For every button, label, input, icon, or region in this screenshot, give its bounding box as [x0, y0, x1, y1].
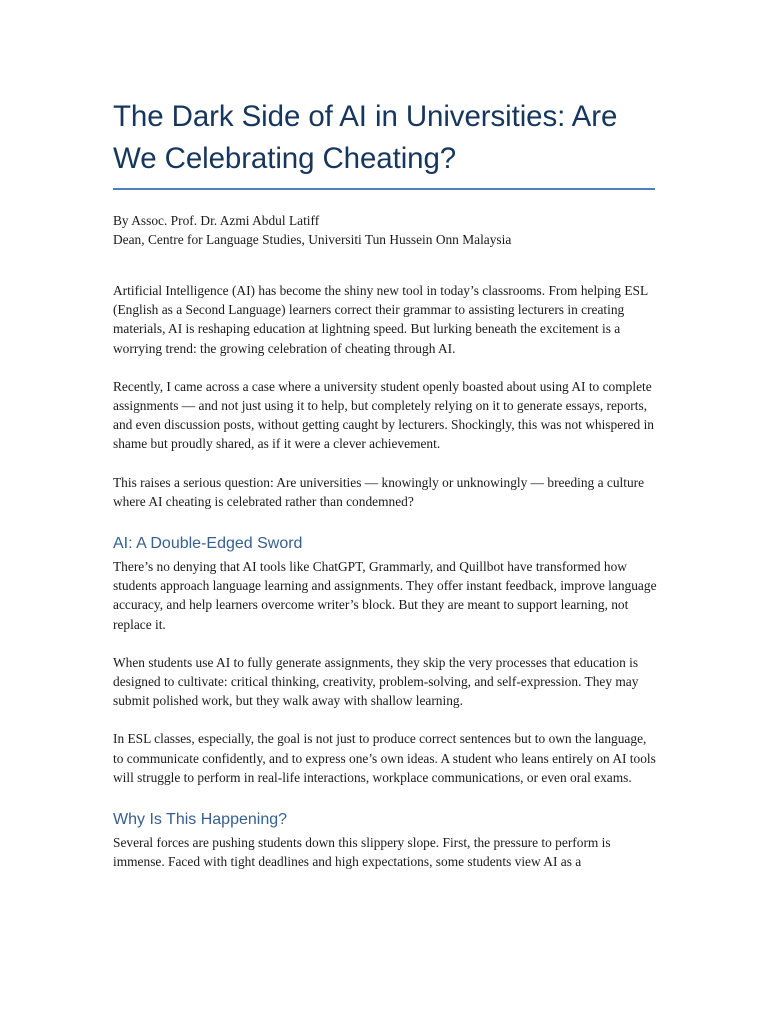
section-2-paragraph-1: Several forces are pushing students down this slippery slope. First, the pressure to perform is immense. Faced with tight deadlines and high expectations, some students view AI as a — [113, 835, 611, 870]
section-1-paragraph-3: In ESL classes, especially, the goal is not just to produce correct sentences but to own the language, to communicate confidently, and to express one’s own ideas. A student who leans entirely on AI tools will struggle to perform in real-life interactions, workplace communications, or even oral exams. — [113, 731, 656, 785]
intro-paragraph-2: Recently, I came across a case where a university student openly boasted about using AI to complete assignments — and not just using it to help, but completely relying on it to generate essays, reports, and even discussion posts, without getting caught by lecturers. Shockingly, this was not whispered in shame but proudly shared, as if it were a clever achievement. — [113, 378, 655, 452]
section-1-paragraph-1: There’s no denying that AI tools like ChatGPT, Grammarly, and Quillbot have transformed how students approach language learning and assignments. They offer instant feedback, improve language accuracy, and help learners overcome writer’s block. But they are meant to support learning, not replace it. — [113, 559, 657, 632]
title-underline — [113, 188, 655, 190]
section-heading-why-happening: Why Is This Happening? — [113, 811, 288, 829]
article-title: The Dark Side of AI in Universities: Are We Celebrating Cheating? — [113, 100, 618, 175]
byline-affiliation: Dean, Centre for Language Studies, Universiti Tun Hussein Onn Malaysia — [113, 232, 512, 247]
section-1-paragraph-2: When students use AI to fully generate assignments, they skip the very processes that education is designed to cultivate: critical thinking, creativity, problem-solving, and self-expression. They may submit polished work, but they walk away with shallow learning. — [113, 654, 639, 709]
byline-author: By Assoc. Prof. Dr. Azmi Abdul Latiff — [113, 213, 320, 228]
intro-paragraph-1: Artificial Intelligence (AI) has become the shiny new tool in today’s classrooms. From helping ESL (English as a Second Language) learners correct their grammar to assisting lecturers in creating materials, AI is reshaping education at lightning speed. But lurking beneath the excitement is a worrying trend: the growing celebration of cheating through AI. — [113, 283, 648, 356]
document-page — [113, 0, 658, 871]
section-heading-double-edged-sword: AI: A Double-Edged Sword — [113, 535, 303, 553]
intro-paragraph-3: This raises a serious question: Are universities — knowingly or unknowingly — breeding a culture where AI cheating is celebrated rather than condemned? — [113, 474, 645, 509]
byline — [113, 211, 658, 249]
